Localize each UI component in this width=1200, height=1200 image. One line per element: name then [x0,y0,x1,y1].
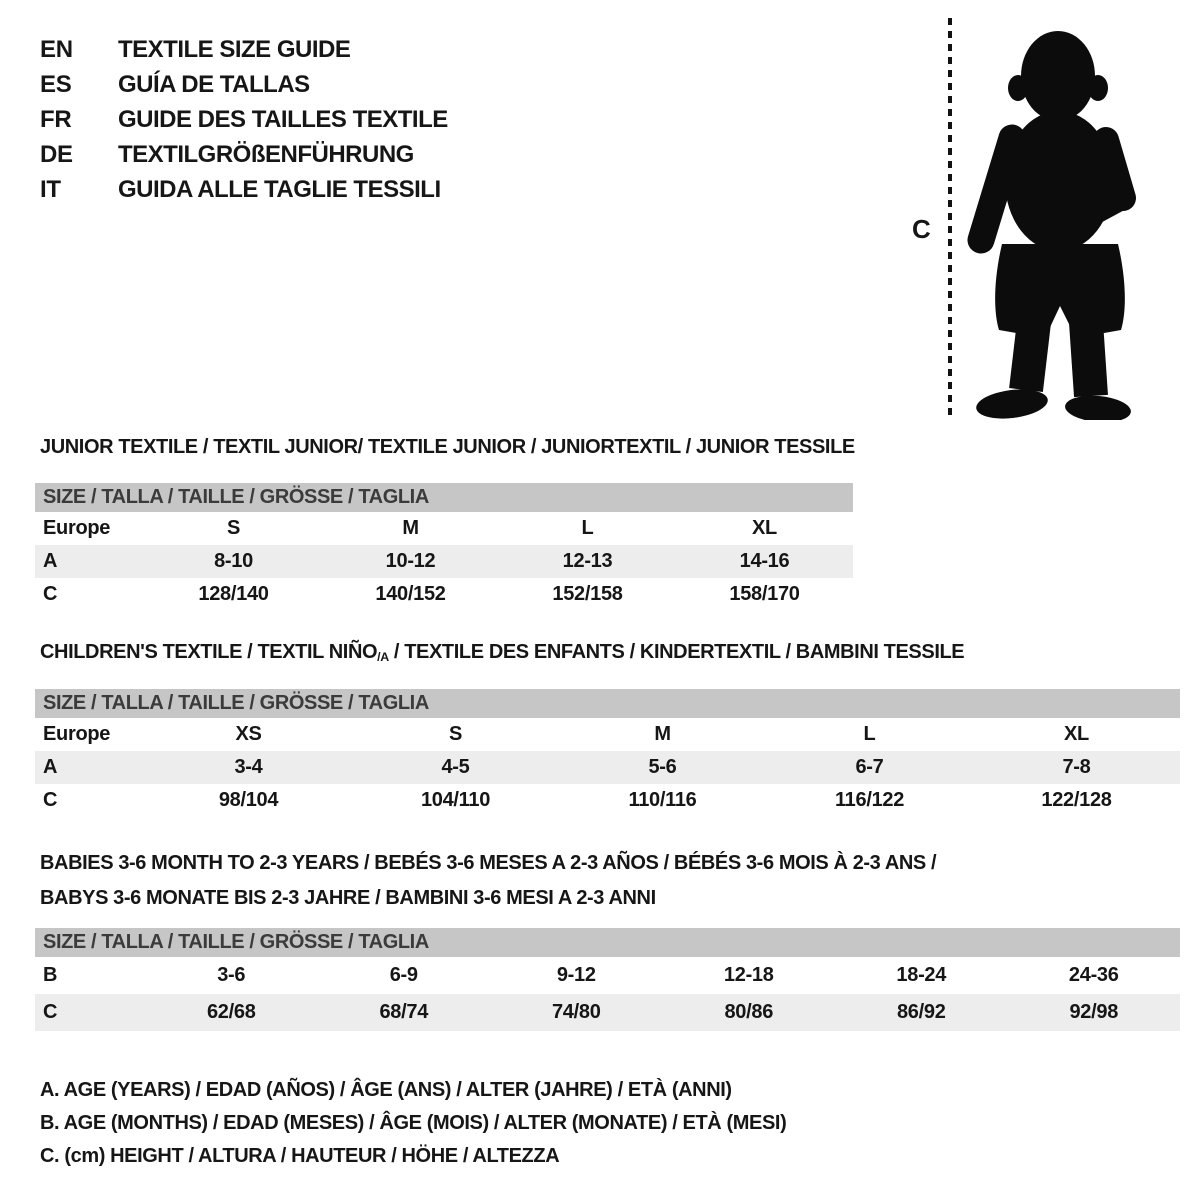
column-header-m: M [654,723,671,745]
size-value: 6-9 [389,964,418,986]
column-header-s: S [448,723,463,745]
size-value: 110/116 [628,789,697,811]
children-heading-text: / TEXTILE DES ENFANTS / KINDERTEXTIL / BAMBINI TESSILE [388,641,965,663]
region-label: Europe [43,517,111,539]
language-code: FR [40,105,72,133]
language-code: ES [40,70,72,98]
language-code: EN [40,35,73,63]
row-label-a: A [43,756,58,778]
children-row-a [35,751,1180,784]
junior-row-c [35,578,853,611]
size-value: 116/122 [834,789,905,811]
column-header-m: M [402,517,419,539]
guide-title: GUIDE DES TAILLES TEXTILE [118,105,448,133]
size-value: 10-12 [385,550,436,572]
language-code: DE [40,140,73,168]
measurement-legend [40,1074,786,1173]
size-band [35,689,1180,718]
row-label-b: B [43,964,58,986]
size-value: 158/170 [729,583,800,605]
junior-size-table [35,483,853,611]
babies-row-c [35,994,1180,1031]
junior-header-row [35,512,853,545]
language-row-fr [40,102,448,137]
size-band [35,483,853,512]
height-measure-label: C [912,214,931,244]
size-value: 12-18 [723,964,774,986]
junior-row-a [35,545,853,578]
size-value: 6-7 [855,756,884,778]
row-label-c: C [43,583,58,605]
language-code: IT [40,175,61,203]
babies-size-table [35,928,1180,1031]
junior-section-heading: JUNIOR TEXTILE / TEXTIL JUNIOR/ TEXTILE JUNIOR / JUNIORTEXTIL / JUNIOR TESSILE [40,436,855,458]
children-row-c [35,784,1180,817]
size-value: 140/152 [375,583,446,605]
size-value: 80/86 [724,1001,774,1023]
babies-section-heading [40,846,936,916]
size-value: 98/104 [218,789,279,811]
column-header-xl: XL [752,517,777,539]
size-value: 128/140 [198,583,269,605]
size-band [35,928,1180,957]
size-value: 12-13 [562,550,613,572]
size-value: 18-24 [896,964,947,986]
column-header-l: L [863,723,876,745]
legend-line-b: B. AGE (MONTHS) / EDAD (MESES) / ÂGE (MOIS) / ALTER (MONATE) / ETÀ (MESI) [40,1112,787,1134]
size-band-label: SIZE / TALLA / TAILLE / GRÖSSE / TAGLIA [43,692,429,714]
guide-title: GUIDA ALLE TAGLIE TESSILI [118,175,441,203]
row-label-c: C [43,1001,58,1023]
height-figure [900,0,1160,430]
size-value: 14-16 [739,550,790,572]
size-value: 92/98 [1069,1001,1119,1023]
guide-title: GUÍA DE TALLAS [118,70,310,98]
size-value: 3-6 [217,964,246,986]
size-value: 104/110 [420,789,491,811]
size-value: 3-4 [234,756,263,778]
column-header-l: L [581,517,594,539]
language-row-es [40,67,448,102]
size-value: 74/80 [551,1001,601,1023]
language-list [40,32,448,207]
guide-title: TEXTILE SIZE GUIDE [118,35,351,63]
children-heading-text: CHILDREN'S TEXTILE / TEXTIL NIÑO [40,641,378,663]
babies-heading-line2: BABYS 3-6 MONATE BIS 2-3 JAHRE / BAMBINI 3-6 MESI A 2-3 ANNI [40,887,656,909]
size-value: 5-6 [648,756,677,778]
size-value: 122/128 [1041,789,1112,811]
babies-row-b [35,957,1180,994]
language-row-en [40,32,448,67]
children-section-heading [40,641,964,664]
size-value: 9-12 [556,964,596,986]
row-label-a: A [43,550,58,572]
column-header-xs: XS [235,723,262,745]
size-value: 8-10 [214,550,253,572]
language-row-it [40,172,448,207]
size-value: 24-36 [1068,964,1119,986]
babies-heading-line1: BABIES 3-6 MONTH TO 2-3 YEARS / BEBÉS 3-6 MESES A 2-3 AÑOS / BÉBÉS 3-6 MOIS À 2-3 ANS / [40,852,937,874]
children-heading-subscript: /A [377,650,389,664]
height-dashed-line [948,18,952,416]
guide-title: TEXTILGRÖßENFÜHRUNG [118,140,414,168]
row-label-c: C [43,789,58,811]
size-value: 4-5 [441,756,470,778]
size-band-label: SIZE / TALLA / TAILLE / GRÖSSE / TAGLIA [43,931,429,953]
size-value: 86/92 [896,1001,946,1023]
size-band-label: SIZE / TALLA / TAILLE / GRÖSSE / TAGLIA [43,486,429,508]
language-row-de [40,137,448,172]
region-label: Europe [43,723,111,745]
toddler-silhouette-icon [960,16,1140,420]
column-header-xl: XL [1064,723,1089,745]
size-value: 152/158 [552,583,623,605]
size-value: 68/74 [379,1001,429,1023]
size-value: 7-8 [1062,756,1091,778]
column-header-s: S [226,517,241,539]
children-size-table [35,689,1180,817]
legend-line-c: C. (cm) HEIGHT / ALTURA / HAUTEUR / HÖHE / ALTEZZA [40,1145,560,1167]
size-value: 62/68 [206,1001,256,1023]
legend-line-a: A. AGE (YEARS) / EDAD (AÑOS) / ÂGE (ANS) / ALTER (JAHRE) / ETÀ (ANNI) [40,1079,732,1101]
children-header-row [35,718,1180,751]
